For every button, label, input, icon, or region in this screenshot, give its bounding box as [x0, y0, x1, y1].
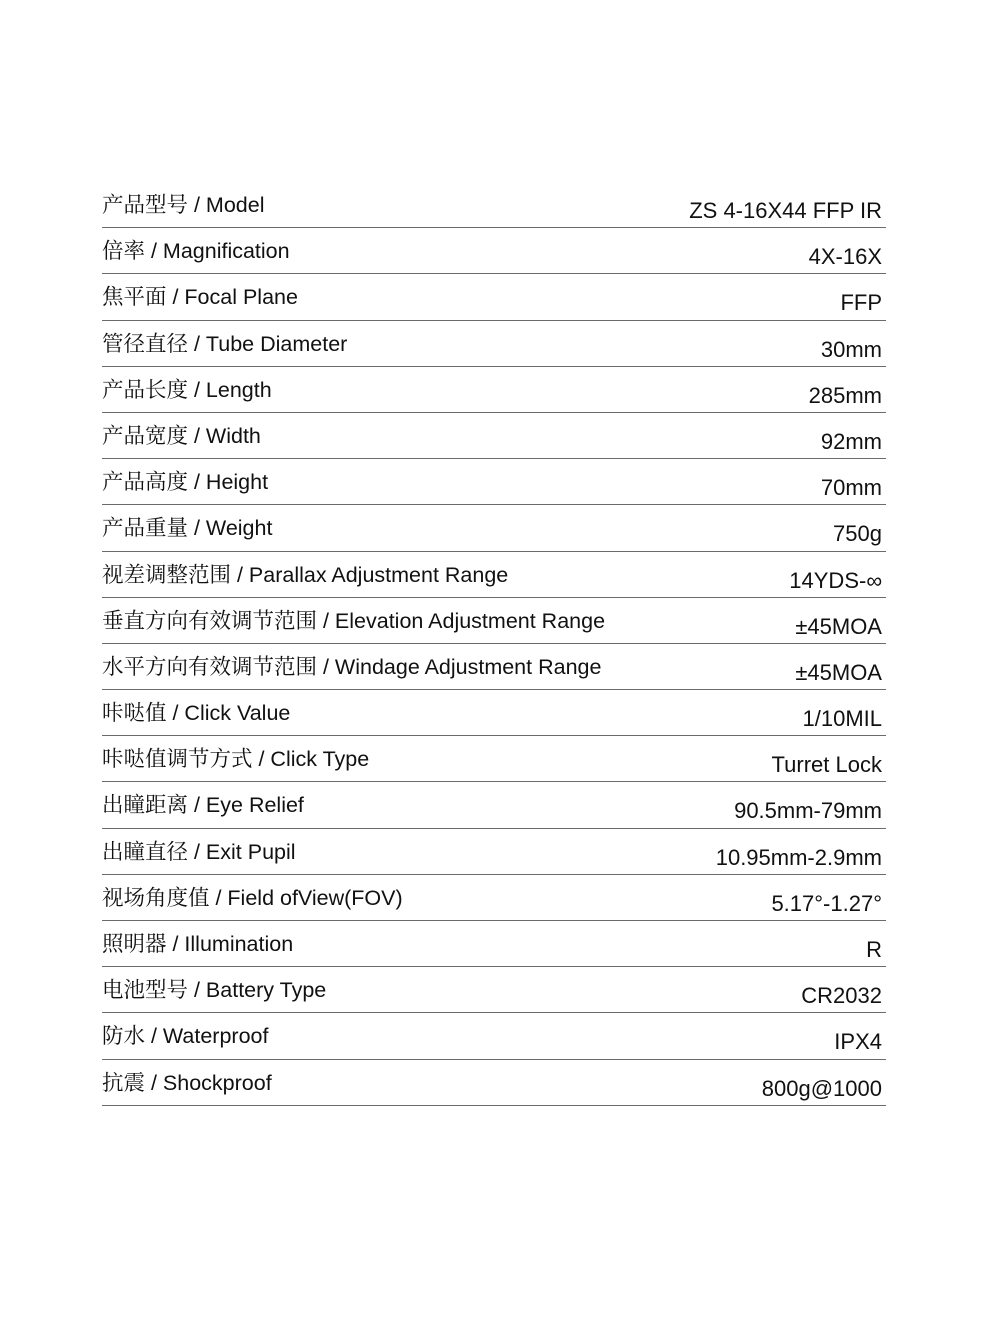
spec-label: 视场角度值 / Field ofView(FOV)	[102, 885, 403, 910]
spec-row-weight	[102, 505, 886, 551]
spec-label: 倍率 / Magnification	[102, 239, 290, 264]
spec-value: 750g	[833, 521, 882, 547]
spec-value: Turret Lock	[771, 752, 882, 778]
spec-row-battery-type	[102, 967, 886, 1013]
spec-row-tube-diameter	[102, 321, 886, 367]
spec-value: 10.95mm-2.9mm	[715, 844, 882, 870]
spec-row-field-of-view	[102, 875, 886, 921]
spec-value: 285mm	[808, 382, 882, 408]
spec-value: 4X-16X	[808, 244, 882, 270]
spec-label: 出瞳直径 / Exit Pupil	[102, 839, 296, 864]
spec-value: 70mm	[820, 475, 882, 501]
spec-value: 92mm	[820, 428, 882, 454]
spec-row-click-value	[102, 690, 886, 736]
spec-label: 产品重量 / Weight	[102, 516, 273, 541]
spec-label: 水平方向有效调节范围 / Windage Adjustment Range	[102, 654, 602, 679]
spec-value: 90.5mm-79mm	[734, 798, 882, 824]
spec-value: 800g@1000	[761, 1075, 882, 1101]
spec-value: 14YDS-∞	[789, 567, 882, 593]
spec-label: 出瞳距离 / Eye Relief	[102, 793, 304, 818]
spec-table	[102, 182, 886, 1106]
spec-value: 1/10MIL	[802, 706, 882, 732]
spec-row-parallax	[102, 552, 886, 598]
spec-row-waterproof	[102, 1013, 886, 1059]
spec-label: 管径直径 / Tube Diameter	[102, 331, 348, 356]
spec-label: 垂直方向有效调节范围 / Elevation Adjustment Range	[102, 608, 606, 633]
spec-value: 5.17°-1.27°	[771, 890, 882, 916]
spec-row-click-type	[102, 736, 886, 782]
spec-label: 咔哒值调节方式 / Click Type	[102, 747, 370, 772]
spec-row-shockproof	[102, 1060, 886, 1106]
spec-row-magnification	[102, 228, 886, 274]
spec-value: CR2032	[801, 983, 882, 1009]
spec-value: ±45MOA	[795, 659, 882, 685]
spec-label: 视差调整范围 / Parallax Adjustment Range	[102, 562, 509, 587]
spec-label: 产品宽度 / Width	[102, 423, 261, 448]
spec-row-windage	[102, 644, 886, 690]
spec-label: 防水 / Waterproof	[102, 1024, 269, 1049]
spec-label: 照明器 / Illumination	[102, 932, 294, 956]
spec-row-width	[102, 413, 886, 459]
spec-value: ZS 4-16X44 FFP IR	[689, 198, 882, 223]
spec-value: 30mm	[820, 336, 882, 362]
spec-row-model	[102, 182, 886, 228]
spec-label: 咔哒值 / Click Value	[102, 701, 291, 726]
spec-label: 焦平面 / Focal Plane	[102, 285, 298, 310]
spec-value: IPX4	[834, 1029, 882, 1055]
spec-label: 抗震 / Shockproof	[102, 1070, 272, 1095]
spec-label: 产品长度 / Length	[102, 377, 272, 402]
spec-row-length	[102, 367, 886, 413]
spec-row-illumination	[102, 921, 886, 967]
spec-row-eye-relief	[102, 782, 886, 828]
spec-value: R	[866, 937, 882, 962]
spec-value: ±45MOA	[795, 613, 882, 639]
spec-label: 产品高度 / Height	[102, 470, 269, 495]
spec-label: 产品型号 / Model	[102, 193, 265, 217]
spec-label: 电池型号 / Battery Type	[102, 978, 327, 1003]
spec-value: FFP	[840, 290, 882, 316]
spec-row-elevation	[102, 598, 886, 644]
spec-row-exit-pupil	[102, 829, 886, 875]
spec-row-focal-plane	[102, 274, 886, 320]
spec-row-height	[102, 459, 886, 505]
